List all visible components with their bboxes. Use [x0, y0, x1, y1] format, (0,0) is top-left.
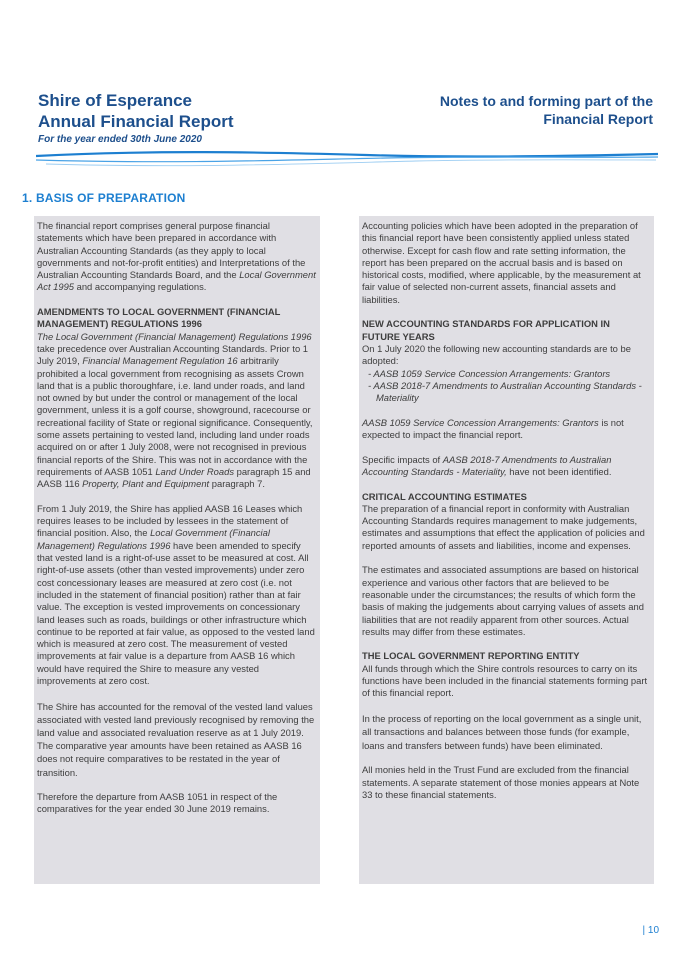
single-unit-paragraph: In the process of reporting on the local government as a single unit, all transactions and balances between those funds (for example, loans and transfers between funds) have been eliminated.: [362, 712, 642, 751]
report-period: For the year ended 30th June 2020: [38, 134, 202, 145]
amendments-paragraph: The Local Government (Financial Management) Regulations 1996 take precedence over Australian Accounting Standards. Prior to 1 July 2019, Financial Management Regulation 16 arbitrarily prohibited a local government from recognising as assets Crown land that is a public thoroughfare, i.e. land under roads, and land not owned by but under the control or management of the local government, unless it is a golf course, showground, racecourse or recreational facility of State or regional significance. Consequently, some assets pertaining to vested land, including land under roads acquired on or after 1 July 2008, were not recognised in previous financial reports of the Shire. This was not in accordance with the requirements of AASB 1051 Land Under Roads paragraph 15 and AASB 116 Property, Plant and Equipment paragraph 7.: [37, 330, 313, 490]
right-column: [359, 216, 654, 884]
estimates-assumptions-paragraph: The estimates and associated assumptions are based on historical experience and various other factors that are believed to be reasonable under the circumstances; the results of which form the basis of making the judgements about carrying values of assets and liabilities that are not readily apparent from other sources. Actual results may differ from these estimates.: [362, 564, 644, 637]
list-item: - AASB 2018-7 Amendments to Australian Accounting Standards - Materiality: [368, 379, 642, 404]
header-left: [38, 90, 234, 145]
page-number: | 10: [642, 925, 659, 936]
new-standards-heading: NEW ACCOUNTING STANDARDS FOR APPLICATION IN FUTURE YEARS: [362, 318, 610, 342]
vested-land-paragraph: The Shire has accounted for the removal of the vested land values associated with vested land previously recognised by removing the land value and associated revaluation reserve as at 1 July 2019. The comparative year amounts have been retained as AASB 16 does not require comparatives to be restated in the year of transition.: [37, 700, 315, 778]
departure-paragraph: Therefore the departure from AASB 1051 in respect of the comparatives for the year ended 30 June 2019 remains.: [37, 791, 278, 815]
aasb2018-paragraph: Specific impacts of AASB 2018-7 Amendments to Australian Accounting Standards - Materiality, have not been identified.: [362, 453, 612, 477]
notes-title-line1: Notes to and forming part of the: [439, 93, 653, 109]
org-name: Shire of Esperance: [38, 91, 193, 110]
header-right: [393, 92, 653, 128]
policies-paragraph: Accounting policies which have been adopted in the preparation of this financial report have been consistently applied unless stated otherwise. Except for cash flow and rate setting information, the report has been prepared on the accrual basis and is based on historical costs, modified, where applicable, by the measurement at fair value of selected non-current assets, financial assets and liabilities.: [362, 220, 641, 305]
aasb1059-paragraph: AASB 1059 Service Concession Arrangements: Grantors is not expected to impact the financial report.: [362, 416, 624, 441]
funds-paragraph: All funds through which the Shire controls resources to carry on its functions have been included in the financial statements forming part of this financial report.: [362, 662, 648, 699]
amendments-heading: AMENDMENTS TO LOCAL GOVERNMENT (FINANCIAL MANAGEMENT) REGULATIONS 1996: [37, 306, 281, 330]
new-standards-list: [362, 368, 650, 405]
section-title: 1. BASIS OF PREPARATION: [22, 191, 186, 205]
header-wave-divider: [36, 148, 658, 170]
report-title: Annual Financial Report: [38, 112, 234, 131]
intro-paragraph: The financial report comprises general purpose financial statements which have been prepared in accordance with Australian Accounting Standards (as they apply to local governments and not-for-profit entities) and Interpretations of the Australian Accounting Standards Board, and the Local Government Act 1995 and accompanying regulations.: [37, 220, 316, 293]
left-column: [34, 216, 320, 884]
new-standards-intro: On 1 July 2020 the following new accounting standards are to be adopted:: [362, 342, 631, 367]
list-item: - AASB 1059 Service Concession Arrangements: Grantors: [368, 367, 611, 379]
critical-estimates-paragraph: The preparation of a financial report in conformity with Australian Accounting Standards requires management to make judgements, estimates and assumptions that effect the application of policies and reported amounts of assets and liabilities, income and expenses.: [362, 502, 645, 551]
trust-fund-paragraph: All monies held in the Trust Fund are excluded from the financial statements. A separate statement of those monies appears at Note 33 to these financial statements.: [362, 764, 640, 800]
notes-title-line2: Financial Report: [543, 111, 653, 127]
critical-estimates-heading: CRITICAL ACCOUNTING ESTIMATES: [362, 490, 527, 502]
reporting-entity-heading: THE LOCAL GOVERNMENT REPORTING ENTITY: [362, 650, 580, 662]
aasb16-paragraph: From 1 July 2019, the Shire has applied AASB 16 Leases which requires leases to be included by lessees in the statement of financial position. Also, the Local Government (Financial Management) Regulations 1996 have been amended to specify that vested land is a right-of-use asset to be measured at cost. All right-of-use assets (other than vested improvements) under zero cost concessionary leases are measured at zero cost (i.e. not included in the statement of financial position) rather than at fair value. The exception is vested improvements on concessionary land leases such as roads, buildings or other infrastructure which continue to be reported at fair value, as opposed to the vested land which is measured at zero cost. The measurement of vested improvements at fair value is a departure from AASB 16 which would have required the Shire to measure any vested improvements at zero cost.: [37, 502, 315, 686]
